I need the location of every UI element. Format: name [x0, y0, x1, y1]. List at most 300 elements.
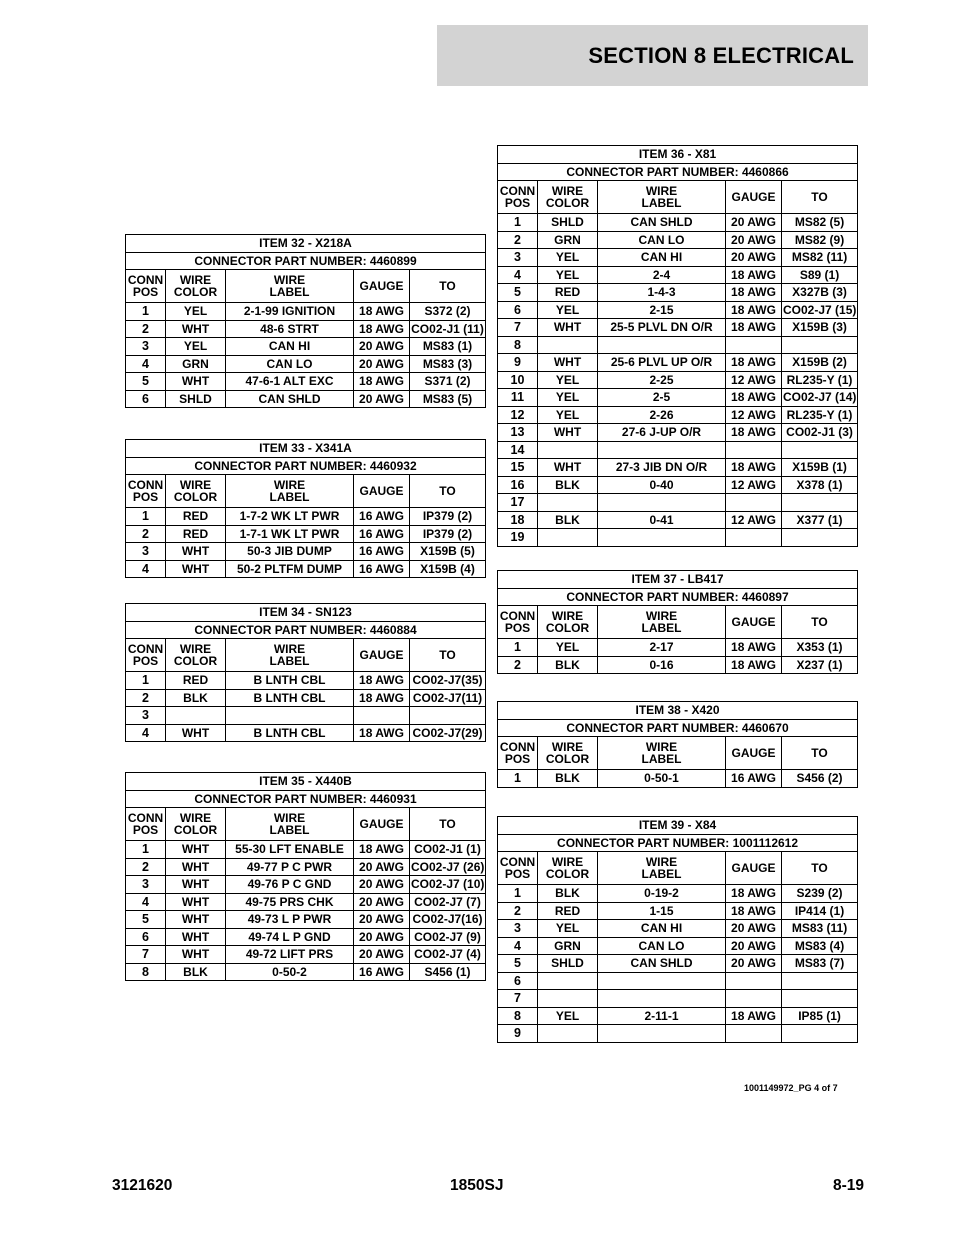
to-cell: X159B (2)	[782, 354, 858, 372]
wire-label-cell: 55-30 LFT ENABLE	[226, 841, 354, 859]
wire-color-cell: WHT	[538, 319, 598, 337]
gauge-cell: 18 AWG	[354, 724, 410, 742]
wire-label-cell: 47-6-1 ALT EXC	[226, 373, 354, 391]
wire-color-cell: YEL	[538, 249, 598, 267]
gauge-cell: 20 AWG	[354, 893, 410, 911]
wire-color-cell: YEL	[538, 389, 598, 407]
wire-color-header: WIRE COLOR	[166, 475, 226, 508]
conn-pos-cell: 2	[126, 320, 166, 338]
to-cell: CO02-J7 (10)	[411, 877, 485, 892]
to-cell: X159B (3)	[782, 319, 858, 337]
connector-part-number: CONNECTOR PART NUMBER: 4460899	[126, 252, 486, 270]
table-row	[498, 354, 858, 372]
conn-pos-cell: 4	[126, 355, 166, 373]
table-title: ITEM 38 - X420	[498, 702, 858, 720]
gauge-cell: 16 AWG	[354, 543, 410, 561]
conn-pos-cell: 17	[498, 494, 538, 512]
wire-color-cell	[538, 1025, 598, 1043]
gauge-cell: 12 AWG	[726, 476, 782, 494]
gauge-cell	[726, 336, 782, 354]
conn-pos-cell: 4	[126, 560, 166, 578]
to-cell: X378 (1)	[782, 476, 858, 494]
to-cell: X377 (1)	[782, 511, 858, 529]
conn-pos-cell: 7	[126, 946, 166, 964]
conn-pos-cell: 16	[498, 476, 538, 494]
wire-label-header: WIRE LABEL	[598, 737, 726, 770]
conn-pos-cell: 1	[126, 672, 166, 690]
connector-part-number: CONNECTOR PART NUMBER: 4460884	[126, 621, 486, 639]
table-row	[498, 319, 858, 337]
part-number-row	[498, 719, 858, 737]
to-cell: MS83 (5)	[410, 390, 486, 408]
gauge-cell: 18 AWG	[726, 1007, 782, 1025]
table-row	[498, 336, 858, 354]
wire-label-cell: 25-6 PLVL UP O/R	[598, 354, 726, 372]
to-cell	[782, 494, 858, 512]
table-row	[498, 902, 858, 920]
wire-color-cell: SHLD	[538, 214, 598, 232]
gauge-cell: 20 AWG	[726, 920, 782, 938]
wire-label-cell: 2-1-99 IGNITION	[226, 303, 354, 321]
connector-part-number: CONNECTOR PART NUMBER: 1001112612	[498, 834, 858, 852]
wire-color-cell	[538, 990, 598, 1008]
to-header: TO	[782, 181, 858, 214]
gauge-cell: 12 AWG	[726, 406, 782, 424]
table-row	[498, 424, 858, 442]
to-cell: CO02-J7 (7)	[410, 893, 486, 911]
table-title-row	[498, 702, 858, 720]
table-row	[498, 990, 858, 1008]
footer-model: 1850SJ	[450, 1177, 504, 1194]
wire-color-cell: WHT	[166, 876, 226, 894]
connector-table-item-37	[497, 570, 858, 674]
table-row	[498, 214, 858, 232]
wire-color-cell	[538, 441, 598, 459]
table-row	[498, 885, 858, 903]
table-row	[126, 373, 486, 391]
table-row	[126, 355, 486, 373]
table-row	[498, 656, 858, 674]
gauge-cell: 18 AWG	[354, 672, 410, 690]
gauge-cell: 18 AWG	[726, 902, 782, 920]
wire-label-cell: 49-75 PRS CHK	[226, 893, 354, 911]
conn-pos-header: CONN POS	[498, 181, 538, 214]
conn-pos-cell: 3	[126, 338, 166, 356]
footer-document-number: 3121620	[112, 1177, 173, 1194]
gauge-cell: 18 AWG	[726, 424, 782, 442]
wire-label-cell: CAN SHLD	[598, 214, 726, 232]
wire-label-cell: CAN HI	[226, 338, 354, 356]
wire-color-cell: YEL	[538, 301, 598, 319]
wire-color-cell: GRN	[166, 355, 226, 373]
gauge-cell: 20 AWG	[726, 937, 782, 955]
gauge-cell: 20 AWG	[354, 858, 410, 876]
to-header: TO	[410, 808, 486, 841]
wire-color-cell: RED	[166, 525, 226, 543]
conn-pos-cell: 2	[126, 689, 166, 707]
conn-pos-cell: 7	[498, 990, 538, 1008]
gauge-cell: 18 AWG	[726, 459, 782, 477]
wire-color-cell: YEL	[538, 406, 598, 424]
wire-color-cell: WHT	[166, 724, 226, 742]
conn-pos-cell: 18	[498, 511, 538, 529]
table-row	[498, 231, 858, 249]
wire-label-cell: 1-15	[598, 902, 726, 920]
gauge-cell: 18 AWG	[726, 656, 782, 674]
wire-label-cell: 49-73 L P PWR	[226, 911, 354, 929]
conn-pos-cell: 7	[498, 319, 538, 337]
wire-color-cell: BLK	[538, 476, 598, 494]
wire-label-header: WIRE LABEL	[598, 181, 726, 214]
table-row	[126, 560, 486, 578]
wire-color-cell: BLK	[538, 511, 598, 529]
to-cell: CO02-J7 (4)	[410, 946, 486, 964]
wire-color-cell: BLK	[538, 770, 598, 788]
to-header: TO	[782, 606, 858, 639]
gauge-header: GAUGE	[726, 606, 782, 639]
conn-pos-cell: 4	[126, 724, 166, 742]
to-cell	[782, 1025, 858, 1043]
gauge-cell: 18 AWG	[726, 319, 782, 337]
to-cell: MS83 (1)	[410, 338, 486, 356]
table-row	[126, 724, 486, 742]
to-cell	[782, 336, 858, 354]
wire-label-cell: CAN SHLD	[226, 390, 354, 408]
gauge-cell: 16 AWG	[354, 525, 410, 543]
column-header-row	[126, 639, 486, 672]
wire-color-cell: WHT	[166, 560, 226, 578]
wire-label-cell: CAN LO	[598, 231, 726, 249]
table-row	[498, 1025, 858, 1043]
to-cell	[782, 972, 858, 990]
wire-color-cell: YEL	[538, 266, 598, 284]
table-row	[498, 249, 858, 267]
table-title-row	[126, 604, 486, 622]
table-title-row	[126, 235, 486, 253]
wire-color-cell	[538, 529, 598, 547]
wire-color-cell: WHT	[166, 893, 226, 911]
to-cell: X159B (5)	[410, 543, 486, 561]
wire-label-cell: 48-6 STRT	[226, 320, 354, 338]
conn-pos-cell: 12	[498, 406, 538, 424]
conn-pos-cell: 5	[498, 284, 538, 302]
gauge-cell: 12 AWG	[726, 371, 782, 389]
to-cell: S372 (2)	[410, 303, 486, 321]
wire-label-header: WIRE LABEL	[226, 475, 354, 508]
to-cell: S89 (1)	[782, 266, 858, 284]
wire-color-cell: BLK	[166, 689, 226, 707]
table-row	[126, 946, 486, 964]
table-row	[126, 320, 486, 338]
wire-label-cell: 2-26	[598, 406, 726, 424]
wire-label-header: WIRE LABEL	[226, 270, 354, 303]
part-number-row	[126, 252, 486, 270]
table-row	[498, 406, 858, 424]
to-cell: MS82 (9)	[782, 231, 858, 249]
wire-label-cell	[226, 707, 354, 725]
connector-table-item-32	[125, 234, 486, 408]
gauge-header: GAUGE	[354, 270, 410, 303]
wire-color-cell: BLK	[538, 656, 598, 674]
conn-pos-cell: 8	[498, 336, 538, 354]
conn-pos-cell: 1	[498, 770, 538, 788]
gauge-cell: 20 AWG	[354, 876, 410, 894]
wire-color-cell: YEL	[538, 639, 598, 657]
to-cell	[410, 707, 486, 725]
gauge-cell	[726, 441, 782, 459]
wire-label-cell: 49-77 P C PWR	[226, 858, 354, 876]
wire-color-cell	[166, 707, 226, 725]
conn-pos-cell: 14	[498, 441, 538, 459]
conn-pos-cell: 6	[126, 390, 166, 408]
wire-color-header: WIRE COLOR	[538, 181, 598, 214]
to-cell: MS83 (11)	[782, 920, 858, 938]
to-cell: S456 (2)	[782, 770, 858, 788]
table-title: ITEM 32 - X218A	[126, 235, 486, 253]
part-number-row	[498, 588, 858, 606]
wire-label-cell: 0-19-2	[598, 885, 726, 903]
part-number-row	[126, 790, 486, 808]
conn-pos-cell: 4	[498, 266, 538, 284]
gauge-cell	[726, 529, 782, 547]
gauge-cell: 16 AWG	[354, 508, 410, 526]
conn-pos-cell: 6	[498, 972, 538, 990]
wire-color-cell: RED	[538, 284, 598, 302]
to-cell: MS83 (7)	[782, 955, 858, 973]
conn-pos-cell: 2	[498, 656, 538, 674]
to-header: TO	[782, 737, 858, 770]
wire-label-cell: 50-2 PLTFM DUMP	[226, 560, 354, 578]
column-header-row	[498, 737, 858, 770]
gauge-cell	[726, 1025, 782, 1043]
conn-pos-cell: 9	[498, 354, 538, 372]
table-row	[498, 266, 858, 284]
wire-color-cell: GRN	[538, 937, 598, 955]
wire-color-cell: RED	[166, 508, 226, 526]
wire-label-cell	[598, 990, 726, 1008]
connector-part-number: CONNECTOR PART NUMBER: 4460897	[498, 588, 858, 606]
to-cell: IP379 (2)	[410, 508, 486, 526]
to-cell	[782, 529, 858, 547]
wire-color-cell: WHT	[166, 841, 226, 859]
table-row	[126, 525, 486, 543]
table-title-row	[498, 146, 858, 164]
part-number-row	[126, 621, 486, 639]
to-cell	[782, 441, 858, 459]
wire-label-cell: 0-50-1	[598, 770, 726, 788]
table-title-row	[126, 773, 486, 791]
gauge-header: GAUGE	[354, 808, 410, 841]
gauge-cell: 20 AWG	[354, 911, 410, 929]
gauge-cell: 16 AWG	[726, 770, 782, 788]
page-reference: 1001149972_PG 4 of 7	[744, 1083, 838, 1093]
gauge-cell: 18 AWG	[354, 373, 410, 391]
connector-table-item-39	[497, 816, 858, 1043]
table-title-row	[498, 817, 858, 835]
to-cell: CO02-J7(29)	[410, 724, 486, 742]
column-header-row	[126, 475, 486, 508]
connector-table-item-33	[125, 439, 486, 578]
section-title: SECTION 8 ELECTRICAL	[588, 43, 854, 68]
wire-color-cell: WHT	[538, 424, 598, 442]
wire-label-cell: 0-40	[598, 476, 726, 494]
connector-part-number: CONNECTOR PART NUMBER: 4460670	[498, 719, 858, 737]
wire-label-cell: CAN HI	[598, 249, 726, 267]
gauge-cell: 20 AWG	[354, 338, 410, 356]
wire-color-cell: SHLD	[166, 390, 226, 408]
conn-pos-header: CONN POS	[498, 852, 538, 885]
wire-label-cell: 27-6 J-UP O/R	[598, 424, 726, 442]
wire-color-cell	[538, 336, 598, 354]
gauge-cell: 20 AWG	[354, 946, 410, 964]
conn-pos-cell: 3	[498, 920, 538, 938]
gauge-header: GAUGE	[354, 639, 410, 672]
to-header: TO	[410, 270, 486, 303]
conn-pos-cell: 3	[498, 249, 538, 267]
conn-pos-header: CONN POS	[126, 475, 166, 508]
table-row	[126, 858, 486, 876]
to-cell: CO02-J7(11)	[410, 689, 486, 707]
table-row	[498, 955, 858, 973]
conn-pos-header: CONN POS	[126, 808, 166, 841]
to-cell: X159B (1)	[782, 459, 858, 477]
to-cell: S371 (2)	[410, 373, 486, 391]
wire-label-header: WIRE LABEL	[598, 606, 726, 639]
wire-color-cell: RED	[166, 672, 226, 690]
conn-pos-cell: 1	[126, 508, 166, 526]
table-row	[498, 639, 858, 657]
wire-label-cell: CAN LO	[226, 355, 354, 373]
wire-color-cell: WHT	[166, 543, 226, 561]
table-row	[498, 937, 858, 955]
wire-label-header: WIRE LABEL	[598, 852, 726, 885]
to-cell: MS83 (4)	[782, 937, 858, 955]
gauge-cell	[726, 972, 782, 990]
to-cell: S456 (1)	[410, 963, 486, 981]
conn-pos-cell: 2	[126, 858, 166, 876]
column-header-row	[498, 181, 858, 214]
gauge-cell	[726, 990, 782, 1008]
conn-pos-cell: 4	[498, 937, 538, 955]
wire-label-cell: 1-7-2 WK LT PWR	[226, 508, 354, 526]
gauge-cell: 20 AWG	[354, 355, 410, 373]
wire-label-cell: 50-3 JIB DUMP	[226, 543, 354, 561]
conn-pos-cell: 1	[498, 214, 538, 232]
conn-pos-cell: 2	[498, 231, 538, 249]
wire-color-cell: WHT	[538, 459, 598, 477]
conn-pos-cell: 1	[126, 841, 166, 859]
gauge-header: GAUGE	[726, 181, 782, 214]
gauge-cell	[726, 494, 782, 512]
wire-color-cell: WHT	[166, 373, 226, 391]
table-row	[126, 928, 486, 946]
wire-color-cell	[538, 972, 598, 990]
wire-label-header: WIRE LABEL	[226, 639, 354, 672]
wire-label-cell: 2-11-1	[598, 1007, 726, 1025]
part-number-row	[126, 457, 486, 475]
wire-label-cell	[598, 1025, 726, 1043]
wire-color-cell: BLK	[538, 885, 598, 903]
wire-color-header: WIRE COLOR	[166, 639, 226, 672]
table-row	[498, 494, 858, 512]
table-row	[126, 876, 486, 894]
conn-pos-cell: 6	[126, 928, 166, 946]
wire-label-cell: B LNTH CBL	[226, 689, 354, 707]
conn-pos-cell: 3	[126, 543, 166, 561]
table-row	[126, 338, 486, 356]
to-cell: CO02-J7(35)	[410, 672, 486, 690]
to-cell: CO02-J7(16)	[410, 911, 486, 929]
wire-label-cell: 49-76 P C GND	[226, 876, 354, 894]
connector-table-item-36	[497, 145, 858, 547]
table-row	[498, 459, 858, 477]
wire-label-cell	[598, 529, 726, 547]
section-header	[437, 25, 868, 86]
wire-label-cell: 2-25	[598, 371, 726, 389]
wire-label-cell	[598, 441, 726, 459]
conn-pos-cell: 4	[126, 893, 166, 911]
to-cell: MS83 (3)	[410, 355, 486, 373]
to-cell: IP379 (2)	[410, 525, 486, 543]
wire-color-cell: YEL	[538, 371, 598, 389]
table-title: ITEM 35 - X440B	[126, 773, 486, 791]
conn-pos-cell: 9	[498, 1025, 538, 1043]
table-row	[126, 303, 486, 321]
to-cell	[782, 990, 858, 1008]
conn-pos-cell: 5	[126, 911, 166, 929]
gauge-cell: 12 AWG	[726, 511, 782, 529]
table-row	[498, 389, 858, 407]
conn-pos-cell: 3	[126, 876, 166, 894]
wire-color-cell: YEL	[538, 1007, 598, 1025]
conn-pos-cell: 5	[498, 955, 538, 973]
to-cell: X353 (1)	[782, 639, 858, 657]
connector-part-number: CONNECTOR PART NUMBER: 4460931	[126, 790, 486, 808]
to-cell: IP414 (1)	[782, 902, 858, 920]
wire-label-cell: 2-5	[598, 389, 726, 407]
gauge-cell: 18 AWG	[726, 354, 782, 372]
gauge-cell: 18 AWG	[354, 303, 410, 321]
wire-label-cell: B LNTH CBL	[226, 672, 354, 690]
conn-pos-cell: 6	[498, 301, 538, 319]
table-row	[498, 301, 858, 319]
gauge-cell: 18 AWG	[726, 389, 782, 407]
wire-color-cell: SHLD	[538, 955, 598, 973]
to-cell: X237 (1)	[782, 656, 858, 674]
connector-table-item-35	[125, 772, 486, 981]
part-number-row	[498, 834, 858, 852]
to-cell: CO02-J7 (14)	[783, 390, 857, 405]
wire-label-cell: 1-4-3	[598, 284, 726, 302]
wire-label-cell: 27-3 JIB DN O/R	[598, 459, 726, 477]
table-row	[498, 972, 858, 990]
table-row	[498, 284, 858, 302]
conn-pos-header: CONN POS	[498, 737, 538, 770]
table-row	[498, 476, 858, 494]
gauge-header: GAUGE	[726, 737, 782, 770]
gauge-cell: 16 AWG	[354, 560, 410, 578]
wire-color-cell: WHT	[538, 354, 598, 372]
conn-pos-cell: 19	[498, 529, 538, 547]
conn-pos-cell: 3	[126, 707, 166, 725]
conn-pos-cell: 5	[126, 373, 166, 391]
wire-color-cell: GRN	[538, 231, 598, 249]
wire-label-cell: B LNTH CBL	[226, 724, 354, 742]
conn-pos-cell: 10	[498, 371, 538, 389]
wire-color-cell: RED	[538, 902, 598, 920]
table-title: ITEM 39 - X84	[498, 817, 858, 835]
table-title-row	[126, 440, 486, 458]
